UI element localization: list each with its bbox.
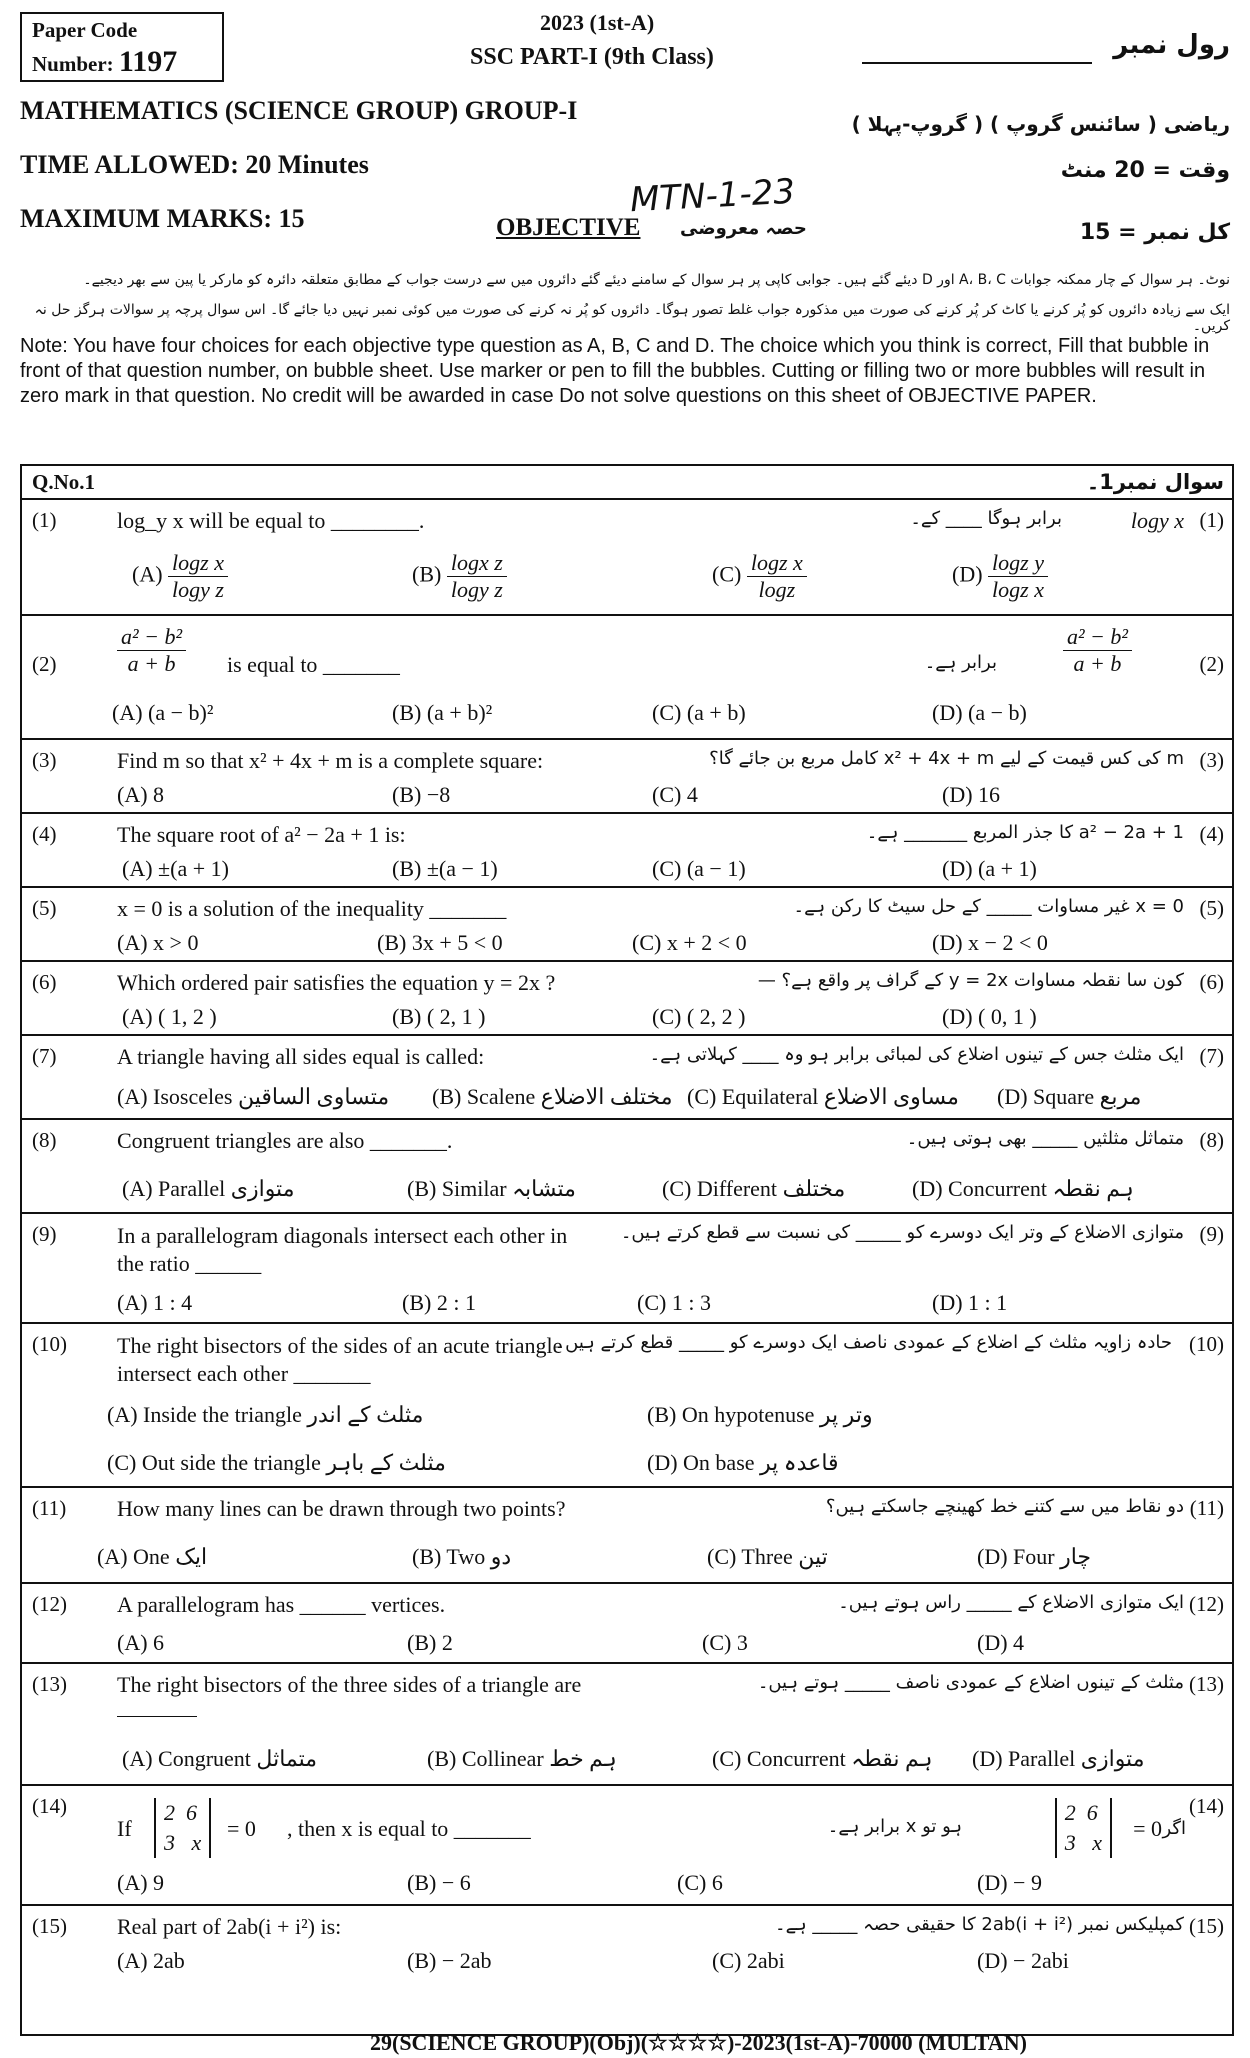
question-number-right: (1) (1199, 508, 1224, 532)
section-title: OBJECTIVE (496, 214, 641, 241)
option-a: (A) ( 1, 2 ) (122, 1004, 217, 1029)
question-number-right: (2) (1199, 652, 1224, 676)
option-d: (D) − 2abi (977, 1948, 1069, 1973)
q14-if: If (117, 1816, 132, 1841)
question-10 (22, 1324, 1232, 1488)
question-2 (22, 616, 1232, 740)
question-number-right: (12) (1189, 1592, 1224, 1616)
frac-num: a² − b² (1063, 624, 1132, 651)
option-c: (C) (a − 1) (652, 856, 746, 881)
question-text: A parallelogram has ______ vertices. (117, 1592, 446, 1617)
paper-code-box (20, 12, 224, 82)
option-d: (D) 16 (942, 782, 1001, 807)
question-urdu: ایک مثلث جس کے تینوں اضلاع کی لمبائی برابر ہو وہ ____ کہلاتی ہے۔ (649, 1044, 1184, 1065)
frac-num: logz x (747, 550, 807, 577)
question-urdu: برابر ہے۔ (924, 652, 997, 673)
frac-den: logz (758, 577, 796, 602)
question-text: log_y x will be equal to ________. (117, 508, 425, 533)
option-b: (B) − 2ab (407, 1948, 492, 1973)
question-urdu: متوازی الاضلاع کے وتر ایک دوسرے کو _____ کی نسبت سے قطع کرتے ہیں۔ (620, 1222, 1184, 1243)
option-d: (D) On base قاعدہ پر (647, 1450, 839, 1475)
option-c: (C) x + 2 < 0 (632, 930, 747, 955)
question-5 (22, 888, 1232, 962)
option-a: (A) 8 (117, 782, 165, 807)
option-b: (B) On hypotenuse وتر پر (647, 1402, 873, 1427)
option-d: (D) (a − b) (932, 700, 1027, 725)
question-text: The right bisectors of the sides of an acute triangle intersect each other _______ (117, 1333, 563, 1386)
option-b: (B) − 6 (407, 1870, 471, 1895)
question-3 (22, 740, 1232, 814)
option-a: (A) Parallel متوازی (122, 1176, 295, 1201)
option-d (952, 550, 1048, 603)
q14-determinant (154, 1798, 211, 1858)
option-b: (B) 3x + 5 < 0 (377, 930, 503, 955)
question-number: (3) (32, 748, 57, 772)
question-text: How many lines can be drawn through two points? (117, 1496, 566, 1521)
option-b: (B) 2 (407, 1630, 453, 1655)
option-label: (D) (952, 561, 983, 587)
option-a: (A) Isosceles متساوی الساقین (117, 1084, 390, 1109)
question-11 (22, 1488, 1232, 1584)
question-number: (15) (32, 1914, 67, 1938)
question-text: Which ordered pair satisfies the equation y = 2x ? (117, 970, 556, 995)
question-urdu: x = 0 غیر مساوات _____ کے حل سیٹ کا رکن ہے۔ (793, 896, 1184, 917)
question-number: (11) (32, 1496, 67, 1520)
question-number-right: (4) (1199, 822, 1224, 846)
question-15 (22, 1906, 1232, 2034)
question-number-right: (9) (1199, 1222, 1224, 1246)
question-number: (9) (32, 1222, 57, 1246)
question-number: (12) (32, 1592, 67, 1616)
question-text: x = 0 is a solution of the inequality _______ (117, 896, 507, 921)
option-b: (B) (a + b)² (392, 700, 493, 725)
roll-number-line[interactable] (862, 62, 1092, 64)
question-number: (2) (32, 652, 57, 676)
option-a (132, 550, 228, 603)
q14-urdu-if: اگر (1162, 1818, 1186, 1839)
time-urdu: وقت = 20 منٹ (1060, 158, 1230, 183)
question-urdu: ہو تو x برابر ہے۔ (827, 1816, 962, 1837)
option-b: (B) ±(a − 1) (392, 856, 498, 881)
option-b: (B) 2 : 1 (402, 1290, 476, 1315)
section-urdu: حصہ معروضی (680, 218, 807, 239)
question-text: Find m so that x² + 4x + m is a complete square: (117, 748, 544, 773)
det-a: 2 (1064, 1800, 1076, 1825)
question-text: The right bisectors of the three sides of a triangle are (117, 1672, 582, 1697)
q1-urdu-expr: logy x (1130, 508, 1184, 533)
question-number-right: (5) (1199, 896, 1224, 920)
question-number-right: (11) (1189, 1496, 1224, 1520)
option-d: (D) 1 : 1 (932, 1290, 1008, 1315)
question-13 (22, 1664, 1232, 1786)
qno-label: Q.No.1 (32, 470, 95, 494)
exam-class: SSC PART-I (9th Class) (470, 44, 714, 70)
option-c: (C) (a + b) (652, 700, 746, 725)
question-7 (22, 1036, 1232, 1120)
q14-eq-right: = 0 (1133, 1816, 1162, 1841)
option-c: (C) 2abi (712, 1948, 785, 1973)
det-d: x (191, 1830, 202, 1855)
question-14 (22, 1786, 1232, 1906)
option-d: (D) (a + 1) (942, 856, 1037, 881)
option-d: (D) 4 (977, 1630, 1025, 1655)
det-b: 6 (186, 1800, 197, 1825)
note-urdu-2: ایک سے زیادہ دائروں کو پُر کرنے یا کاٹ کر پُر کرنے کی صورت میں مذکورہ جواب غلط تصور ہوگا۔ دائروں کو پُر نہ کرنے کی صورت میں کوئی نمبر نہیں دیا جائے گا۔ اس سوال پرچہ پر سوالات ہرگز حل نہ کریں۔ (34, 302, 1230, 334)
option-a: (A) 1 : 4 (117, 1290, 193, 1315)
option-a: (A) 6 (117, 1630, 165, 1655)
answer-blank (117, 1716, 197, 1717)
q14-eq: = 0 (227, 1816, 256, 1841)
question-number-right: (8) (1199, 1128, 1224, 1152)
question-6 (22, 962, 1232, 1036)
option-b: (B) Two دو (412, 1544, 512, 1569)
frac-den: logy z (172, 577, 224, 602)
option-d: (D) x − 2 < 0 (932, 930, 1048, 955)
paper-code-number: 1197 (118, 45, 178, 78)
question-urdu: m کی کس قیمت کے لیے x² + 4x + m کامل مربع بن جائے گا؟ (709, 748, 1184, 769)
paper-code-number-label: Number: (32, 52, 114, 76)
exam-year: 2023 (1st-A) (540, 10, 655, 35)
question-number: (10) (32, 1332, 67, 1356)
question-number-right: (15) (1189, 1914, 1224, 1938)
question-number-right: (14) (1189, 1794, 1224, 1818)
option-d: (D) Four چار (977, 1544, 1092, 1569)
option-c: (C) 4 (652, 782, 698, 807)
question-urdu: کون سا نقطہ مساوات y = 2x کے گراف پر واقع ہے؟ — (757, 970, 1184, 991)
question-text: , then x is equal to _______ (287, 1816, 531, 1841)
question-number: (6) (32, 970, 57, 994)
frac-num: logz y (988, 550, 1048, 577)
option-a: (A) Inside the triangle مثلث کے اندر (107, 1402, 424, 1427)
subject-urdu: ریاضی ( سائنس گروپ ) ( گروپ-پہلا ) (851, 112, 1230, 136)
question-1 (22, 500, 1232, 616)
maximum-marks: MAXIMUM MARKS: 15 (20, 204, 305, 233)
roll-number-urdu: رول نمبر (1113, 30, 1230, 60)
question-number: (8) (32, 1128, 57, 1152)
option-c: (C) Equilateral مساوی الاضلاع (687, 1084, 959, 1109)
question-text: Real part of 2ab(i + i²) is: (117, 1914, 342, 1939)
det-c: 3 (164, 1830, 175, 1855)
note-english: Note: You have four choices for each objective type question as A, B, C and D. The choice which you think is correct, Fill that bubble in front of that question number, on bubble sheet. Use marker or pen to fill the bubbles. Cutting or filling two or more bubbles will result in zero mark in that question. No credit will be awarded in case Do not solve questions on this sheet of OBJECTIVE PAPER. (20, 335, 1210, 407)
question-number-right: (10) (1189, 1332, 1224, 1356)
option-d: (D) Concurrent ہم نقطہ (912, 1176, 1134, 1201)
question-number: (14) (32, 1794, 67, 1818)
question-urdu: متماثل مثلثیں _____ بھی ہوتی ہیں۔ (906, 1128, 1184, 1149)
option-b: (B) Similar متشابہ (407, 1176, 576, 1201)
subject-title: MATHEMATICS (SCIENCE GROUP) GROUP-I (20, 96, 578, 125)
option-a: (A) (a − b)² (112, 700, 214, 725)
option-c (712, 550, 807, 603)
q2-fraction-right (1063, 624, 1132, 677)
option-a: (A) Congruent متماثل (122, 1746, 318, 1771)
questions-box (20, 464, 1234, 2036)
frac-den: logz x (992, 577, 1044, 602)
question-9 (22, 1214, 1232, 1324)
option-c: (C) Out side the triangle مثلث کے باہر (107, 1450, 446, 1475)
option-b (412, 550, 507, 603)
option-d: (D) Parallel متوازی (972, 1746, 1145, 1771)
question-urdu: حادہ زاویہ مثلث کے اضلاع کے عمودی ناصف ایک دوسرے کو _____ قطع کرتے ہیں۔ (554, 1332, 1172, 1353)
option-a: (A) x > 0 (117, 930, 199, 955)
qno-header (22, 466, 1232, 500)
question-8 (22, 1120, 1232, 1214)
question-text: A triangle having all sides equal is called: (117, 1044, 485, 1069)
frac-num: logz x (168, 550, 228, 577)
option-a: (A) ±(a + 1) (122, 856, 229, 881)
det-a: 2 (164, 1800, 175, 1825)
question-number-right: (3) (1199, 748, 1224, 772)
question-number: (5) (32, 896, 57, 920)
option-d: (D) ( 0, 1 ) (942, 1004, 1037, 1029)
option-label: (C) (712, 561, 742, 587)
option-a: (A) One ایک (97, 1544, 208, 1569)
time-allowed: TIME ALLOWED: 20 Minutes (20, 150, 369, 179)
option-d: (D) Square مربع (997, 1084, 1142, 1109)
question-urdu: مثلث کے تینوں اضلاع کے عمودی ناصف _____ ہوتے ہیں۔ (757, 1672, 1184, 1693)
question-urdu: برابر ہوگا ____ کے۔ (910, 508, 1062, 529)
question-number: (1) (32, 508, 57, 532)
det-c: 3 (1064, 1830, 1076, 1855)
frac-den: a + b (1073, 651, 1122, 676)
option-b: (B) Scalene مختلف الاضلاع (432, 1084, 673, 1109)
question-number-right: (6) (1199, 970, 1224, 994)
option-c: (C) 3 (702, 1630, 748, 1655)
question-number-right: (7) (1199, 1044, 1224, 1068)
option-a: (A) 2ab (117, 1948, 185, 1973)
paper-footer: 29(SCIENCE GROUP)(Obj)(☆☆☆☆)-2023(1st-A)-70000 (MULTAN) (370, 2030, 1027, 2055)
question-number: (4) (32, 822, 57, 846)
q14-determinant-right (1055, 1798, 1112, 1858)
frac-num: logx z (447, 550, 507, 577)
det-b: 6 (1086, 1800, 1098, 1825)
option-c: (C) ( 2, 2 ) (652, 1004, 746, 1029)
question-4 (22, 814, 1232, 888)
frac-den: logy z (450, 577, 503, 602)
frac-num: a² − b² (117, 624, 186, 651)
option-a: (A) 9 (117, 1870, 165, 1895)
paper-code-number-row (32, 46, 222, 80)
option-b: (B) −8 (392, 782, 451, 807)
option-b: (B) ( 2, 1 ) (392, 1004, 486, 1029)
option-label: (B) (412, 561, 442, 587)
question-12 (22, 1584, 1232, 1664)
paper-code-label: Paper Code (32, 18, 138, 42)
q2-fraction (117, 624, 186, 677)
question-text: The square root of a² − 2a + 1 is: (117, 822, 406, 847)
question-text: Congruent triangles are also _______. (117, 1128, 453, 1153)
det-d: x (1092, 1830, 1102, 1855)
frac-den: a + b (127, 651, 176, 676)
question-urdu: دو نقاط میں سے کتنے خط کھینچے جاسکتے ہیں؟ (825, 1496, 1184, 1517)
option-label: (A) (132, 561, 163, 587)
option-c: (C) Concurrent ہم نقطہ (712, 1746, 933, 1771)
option-b: (B) Collinear ہم خط (427, 1746, 617, 1771)
question-urdu: ایک متوازی الاضلاع کے _____ راس ہوتے ہیں۔ (838, 1592, 1184, 1613)
question-number: (7) (32, 1044, 57, 1068)
question-urdu: کمپلیکس نمبر 2ab(i + i²) کا حقیقی حصہ _____ ہے۔ (775, 1914, 1184, 1935)
question-urdu: a² − 2a + 1 کا جذر المربع _______ ہے۔ (866, 822, 1184, 843)
option-c: (C) Different مختلف (662, 1176, 846, 1201)
option-c: (C) 1 : 3 (637, 1290, 711, 1315)
question-text: In a parallelogram diagonals intersect each other in the ratio ______ (117, 1223, 568, 1276)
option-d: (D) − 9 (977, 1870, 1042, 1895)
option-c: (C) Three تین (707, 1544, 828, 1569)
note-urdu-1: نوٹ۔ ہر سوال کے چار ممکنہ جوابات A، B، C اور D دیئے گئے ہیں۔ جوابی کاپی پر ہر سوال کے سامنے دیئے گئے دائروں میں سے درست جواب کے مطابق متعلقہ دائرہ کو مارکر یا پین سے بھر دیجیے۔ (83, 272, 1230, 288)
option-c: (C) 6 (677, 1870, 723, 1895)
qno-urdu: سوال نمبر1۔ (1086, 470, 1224, 494)
handwritten-code: MTN-1-23 (629, 171, 796, 221)
question-text: is equal to _______ (227, 652, 400, 677)
question-number-right: (13) (1189, 1672, 1224, 1696)
question-number: (13) (32, 1672, 67, 1696)
marks-urdu: کل نمبر = 15 (1079, 220, 1230, 245)
